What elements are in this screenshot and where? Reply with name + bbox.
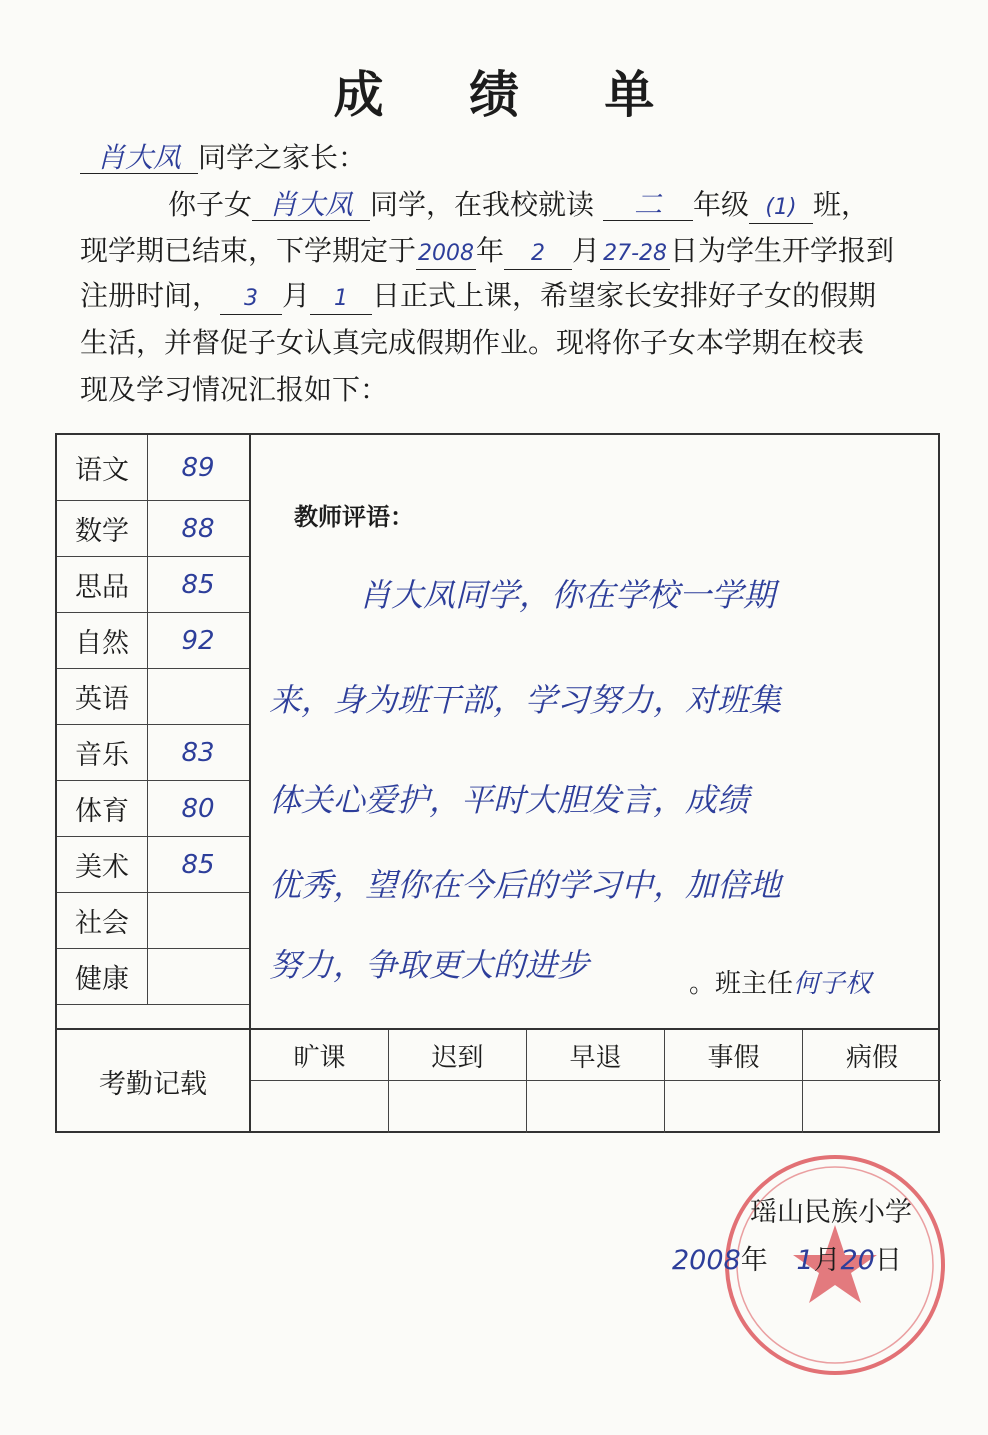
p3-text-b: 月 (282, 279, 311, 312)
subject-name: 自然 (57, 613, 148, 668)
attendance-cell (665, 1030, 803, 1133)
subject-score-handwritten: 85 (181, 849, 215, 880)
subject-row (57, 613, 249, 669)
attendance-cell (251, 1030, 389, 1133)
student-name-handwritten-2: 肖大凤 (252, 190, 370, 221)
p3-text-a: 注册时间， (80, 279, 221, 312)
subject-name: 英语 (57, 669, 148, 724)
attendance-section (57, 1028, 938, 1133)
head-teacher-line (689, 963, 871, 1000)
p1-text-b: 同学，在我校就读 (370, 188, 595, 221)
subject-row (57, 949, 249, 1005)
comment-line-4: 优秀，望你在今后的学习中，加倍地 (269, 866, 782, 904)
p3-text-c: 日正式上课，希望家长安排好子女的假期 (372, 279, 877, 312)
attendance-column-header: 迟到 (389, 1030, 526, 1081)
attendance-label: 考勤记载 (57, 1030, 251, 1133)
student-name-handwritten: 肖大凤 (80, 143, 198, 174)
paragraph-line-5: 现及学习情况汇报如下： (80, 373, 389, 406)
issue-date (672, 1238, 902, 1277)
p2-text-b: 年 (476, 234, 505, 267)
paragraph-line-2 (80, 233, 894, 270)
comment-line-2: 来，身为班干部，学习努力，对班集 (269, 681, 782, 719)
subject-row (57, 837, 249, 893)
subject-name: 社会 (57, 893, 148, 948)
comment-line-1: 肖大凤同学，你在学校一学期 (359, 576, 776, 614)
attendance-column-header: 旷课 (251, 1030, 388, 1081)
p2-text-a: 现学期已结束，下学期定于 (80, 234, 417, 267)
subjects-column (57, 435, 251, 1028)
attendance-column-header: 事假 (665, 1030, 802, 1081)
month-handwritten: 2 (504, 239, 572, 270)
attendance-cell (527, 1030, 665, 1133)
days-handwritten: 27-28 (600, 239, 670, 270)
p1-text-c: 年级 (692, 188, 749, 221)
subject-score-handwritten (149, 893, 247, 948)
p1-text-d: 班， (812, 188, 869, 221)
report-table (55, 433, 940, 1133)
subject-score-handwritten: 92 (181, 625, 215, 656)
head-teacher-signature: 何子权 (793, 969, 872, 999)
subject-score-handwritten: 85 (181, 569, 215, 600)
subject-name: 数学 (57, 501, 148, 556)
head-teacher-label: 。班主任 (689, 969, 794, 999)
greeting-line (80, 140, 366, 176)
subject-row (57, 781, 249, 837)
attendance-column-header: 病假 (803, 1030, 941, 1081)
subject-row (57, 501, 249, 557)
issue-month-handwritten: 1 (796, 1245, 814, 1276)
issue-day-label: 日 (874, 1245, 902, 1276)
subject-score-handwritten (149, 949, 247, 1004)
attendance-cell (803, 1030, 941, 1133)
subject-name: 美术 (57, 837, 148, 892)
comments-label: 教师评语： (294, 503, 414, 531)
document-title: 成 绩 单 (333, 66, 689, 124)
subject-score-handwritten: 83 (181, 737, 215, 768)
attendance-column-header: 早退 (527, 1030, 664, 1081)
grade-handwritten: 二 (603, 190, 693, 221)
teacher-comments-area (249, 435, 938, 1028)
subject-name: 音乐 (57, 725, 148, 780)
issue-year-handwritten: 2008 (672, 1245, 741, 1276)
p2-text-d: 日为学生开学报到 (670, 234, 895, 267)
year-handwritten: 2008 (416, 239, 476, 270)
class-start-month-handwritten: 3 (220, 284, 282, 315)
subject-score-handwritten: 89 (181, 452, 215, 483)
paragraph-line-1 (168, 187, 869, 224)
subject-row (57, 893, 249, 949)
subject-score-handwritten: 88 (181, 513, 215, 544)
paragraph-line-4: 生活，并督促子女认真完成假期作业。现将你子女本学期在校表 (80, 326, 865, 359)
issue-month-label: 月 (813, 1245, 841, 1276)
attendance-cell (389, 1030, 527, 1133)
class-handwritten: (1) (749, 193, 813, 224)
paragraph-line-3 (80, 278, 876, 315)
subject-row (57, 725, 249, 781)
greeting-suffix: 同学之家长： (198, 141, 367, 174)
school-name: 瑶山民族小学 (750, 1197, 912, 1228)
p2-text-c: 月 (572, 234, 601, 267)
subject-score-handwritten: 80 (181, 793, 215, 824)
subject-name: 语文 (57, 435, 148, 500)
issue-year-label: 年 (740, 1245, 768, 1276)
subject-score-handwritten (149, 669, 247, 724)
subject-row (57, 669, 249, 725)
p1-text-a: 你子女 (168, 188, 253, 221)
subject-name: 思品 (57, 557, 148, 612)
subject-name: 体育 (57, 781, 148, 836)
comment-line-5: 努力，争取更大的进步 (269, 946, 590, 984)
subject-name: 健康 (57, 949, 148, 1004)
subject-row (57, 557, 249, 613)
comment-line-3: 体关心爱护，平时大胆发言，成绩 (269, 781, 750, 819)
issue-day-handwritten: 20 (840, 1245, 875, 1276)
subject-row (57, 435, 249, 501)
class-start-day-handwritten: 1 (310, 284, 372, 315)
